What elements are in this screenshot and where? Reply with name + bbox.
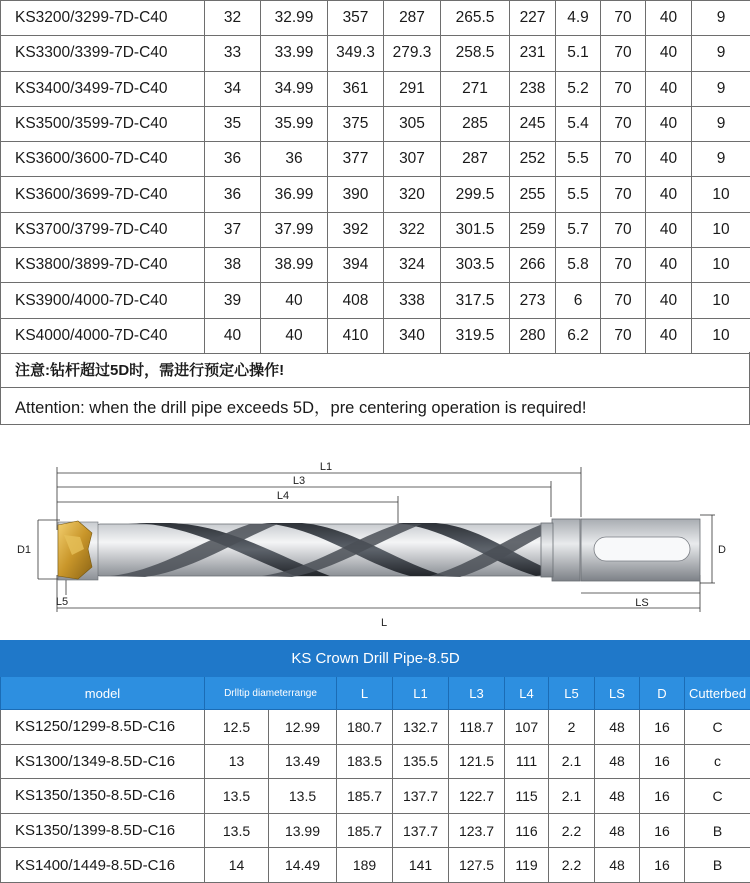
drill-diagram bbox=[0, 445, 750, 635]
value-cell: 349.3 bbox=[328, 36, 384, 71]
value-cell: 38.99 bbox=[261, 248, 328, 283]
drill-collar bbox=[541, 519, 580, 581]
model-cell: KS3900/4000-7D-C40 bbox=[1, 283, 205, 318]
value-cell: 319.5 bbox=[441, 318, 510, 353]
value-cell: 70 bbox=[601, 36, 646, 71]
label-l3: L3 bbox=[292, 475, 306, 487]
notes bbox=[0, 352, 750, 425]
label-l5: L5 bbox=[55, 596, 69, 608]
value-cell: 5.5 bbox=[556, 177, 601, 212]
value-cell: 410 bbox=[328, 318, 384, 353]
value-cell: 36 bbox=[205, 177, 261, 212]
model-cell: KS1400/1449-8.5D-C16 bbox=[1, 848, 205, 883]
value-cell: 6.2 bbox=[556, 318, 601, 353]
value-cell: 285 bbox=[441, 106, 510, 141]
value-cell: 40 bbox=[646, 212, 692, 247]
value-cell: 70 bbox=[601, 142, 646, 177]
model-cell: KS1250/1299-8.5D-C16 bbox=[1, 710, 205, 745]
spec-table bbox=[0, 0, 750, 354]
value-cell: 317.5 bbox=[441, 283, 510, 318]
label-l4: L4 bbox=[276, 490, 290, 502]
value-cell: 273 bbox=[510, 283, 556, 318]
value-cell: 10 bbox=[692, 177, 750, 212]
model-cell: KS1350/1399-8.5D-C16 bbox=[1, 813, 205, 848]
value-cell: 361 bbox=[328, 71, 384, 106]
value-cell: 320 bbox=[384, 177, 441, 212]
value-cell: 137.7 bbox=[393, 813, 449, 848]
value-cell: 185.7 bbox=[337, 779, 393, 814]
value-cell: 70 bbox=[601, 283, 646, 318]
value-cell: 287 bbox=[384, 1, 441, 36]
model-cell: KS1350/1350-8.5D-C16 bbox=[1, 779, 205, 814]
crown-header-row bbox=[1, 677, 750, 710]
value-cell: 36 bbox=[261, 142, 328, 177]
value-cell: 180.7 bbox=[337, 710, 393, 745]
label-l: L bbox=[380, 617, 388, 629]
value-cell: 40 bbox=[205, 318, 261, 353]
value-cell: 12.5 bbox=[205, 710, 269, 745]
value-cell: 70 bbox=[601, 318, 646, 353]
table-row bbox=[1, 71, 750, 106]
value-cell: 38 bbox=[205, 248, 261, 283]
value-cell: 252 bbox=[510, 142, 556, 177]
value-cell: 375 bbox=[328, 106, 384, 141]
label-d: D bbox=[718, 544, 726, 556]
value-cell: 32.99 bbox=[261, 1, 328, 36]
value-cell: 301.5 bbox=[441, 212, 510, 247]
value-cell: 338 bbox=[384, 283, 441, 318]
header-l5: L5 bbox=[549, 677, 595, 710]
crown-table-title: KS Crown Drill Pipe-8.5D bbox=[1, 641, 750, 677]
table-row bbox=[1, 318, 750, 353]
value-cell: 135.5 bbox=[393, 744, 449, 779]
model-cell: KS3200/3299-7D-C40 bbox=[1, 1, 205, 36]
value-cell: 137.7 bbox=[393, 779, 449, 814]
value-cell: 307 bbox=[384, 142, 441, 177]
value-cell: 259 bbox=[510, 212, 556, 247]
value-cell: 9 bbox=[692, 1, 750, 36]
value-cell: 5.2 bbox=[556, 71, 601, 106]
value-cell: 324 bbox=[384, 248, 441, 283]
value-cell: 36 bbox=[205, 142, 261, 177]
value-cell: 2.2 bbox=[549, 848, 595, 883]
value-cell: 16 bbox=[640, 779, 685, 814]
value-cell: 394 bbox=[328, 248, 384, 283]
model-cell: KS3400/3499-7D-C40 bbox=[1, 71, 205, 106]
value-cell: 340 bbox=[384, 318, 441, 353]
value-cell: 48 bbox=[595, 710, 640, 745]
table-row bbox=[1, 212, 750, 247]
table-row bbox=[1, 177, 750, 212]
value-cell: 12.99 bbox=[269, 710, 337, 745]
value-cell: 2.1 bbox=[549, 744, 595, 779]
value-cell: 40 bbox=[646, 106, 692, 141]
table-row bbox=[1, 813, 750, 848]
value-cell: C bbox=[685, 779, 750, 814]
value-cell: 280 bbox=[510, 318, 556, 353]
table-row bbox=[1, 106, 750, 141]
table-row bbox=[1, 1, 750, 36]
table-row bbox=[1, 142, 750, 177]
value-cell: 40 bbox=[261, 318, 328, 353]
value-cell: 5.7 bbox=[556, 212, 601, 247]
drill-tip bbox=[58, 521, 98, 580]
value-cell: 122.7 bbox=[449, 779, 505, 814]
value-cell: 40 bbox=[646, 318, 692, 353]
value-cell: 70 bbox=[601, 71, 646, 106]
value-cell: 34.99 bbox=[261, 71, 328, 106]
value-cell: 16 bbox=[640, 813, 685, 848]
value-cell: 14 bbox=[205, 848, 269, 883]
value-cell: 291 bbox=[384, 71, 441, 106]
value-cell: 10 bbox=[692, 248, 750, 283]
header-model: model bbox=[1, 677, 205, 710]
value-cell: 5.8 bbox=[556, 248, 601, 283]
model-cell: KS3300/3399-7D-C40 bbox=[1, 36, 205, 71]
value-cell: 40 bbox=[646, 1, 692, 36]
value-cell: 121.5 bbox=[449, 744, 505, 779]
value-cell: 13.49 bbox=[269, 744, 337, 779]
value-cell: 13.5 bbox=[205, 779, 269, 814]
value-cell: 35.99 bbox=[261, 106, 328, 141]
value-cell: 107 bbox=[505, 710, 549, 745]
value-cell: 255 bbox=[510, 177, 556, 212]
label-ls: LS bbox=[635, 597, 649, 609]
crown-drill-table bbox=[0, 640, 750, 883]
value-cell: 111 bbox=[505, 744, 549, 779]
value-cell: 4.9 bbox=[556, 1, 601, 36]
value-cell: 40 bbox=[261, 283, 328, 318]
drill-body bbox=[96, 523, 560, 577]
value-cell: 40 bbox=[646, 177, 692, 212]
table-row bbox=[1, 744, 750, 779]
value-cell: 127.5 bbox=[449, 848, 505, 883]
value-cell: 2.2 bbox=[549, 813, 595, 848]
value-cell: 39 bbox=[205, 283, 261, 318]
value-cell: 185.7 bbox=[337, 813, 393, 848]
value-cell: 13.99 bbox=[269, 813, 337, 848]
value-cell: 258.5 bbox=[441, 36, 510, 71]
model-cell: KS3600/3699-7D-C40 bbox=[1, 177, 205, 212]
value-cell: 13 bbox=[205, 744, 269, 779]
value-cell: 299.5 bbox=[441, 177, 510, 212]
value-cell: 37.99 bbox=[261, 212, 328, 247]
drill-shank bbox=[581, 519, 700, 581]
value-cell: C bbox=[685, 710, 750, 745]
header-l4: L4 bbox=[505, 677, 549, 710]
note-english: Attention: when the drill pipe exceeds 5D，pre centering operation is required! bbox=[0, 388, 750, 425]
table-row bbox=[1, 779, 750, 814]
value-cell: 40 bbox=[646, 283, 692, 318]
value-cell: 115 bbox=[505, 779, 549, 814]
label-l1: L1 bbox=[319, 461, 333, 473]
value-cell: 245 bbox=[510, 106, 556, 141]
model-cell: KS4000/4000-7D-C40 bbox=[1, 318, 205, 353]
value-cell: 14.49 bbox=[269, 848, 337, 883]
value-cell: 118.7 bbox=[449, 710, 505, 745]
value-cell: 6 bbox=[556, 283, 601, 318]
value-cell: 40 bbox=[646, 71, 692, 106]
value-cell: 305 bbox=[384, 106, 441, 141]
model-cell: KS3800/3899-7D-C40 bbox=[1, 248, 205, 283]
table-row bbox=[1, 36, 750, 71]
value-cell: 189 bbox=[337, 848, 393, 883]
spec-table-body bbox=[1, 1, 750, 354]
value-cell: 132.7 bbox=[393, 710, 449, 745]
value-cell: 357 bbox=[328, 1, 384, 36]
value-cell: 10 bbox=[692, 212, 750, 247]
value-cell: 2.1 bbox=[549, 779, 595, 814]
label-d1: D1 bbox=[16, 544, 32, 556]
value-cell: 322 bbox=[384, 212, 441, 247]
value-cell: 32 bbox=[205, 1, 261, 36]
header-l3: L3 bbox=[449, 677, 505, 710]
table-row bbox=[1, 248, 750, 283]
value-cell: 13.5 bbox=[205, 813, 269, 848]
value-cell: c bbox=[685, 744, 750, 779]
header-d: D bbox=[640, 677, 685, 710]
value-cell: 231 bbox=[510, 36, 556, 71]
value-cell: 116 bbox=[505, 813, 549, 848]
value-cell: 48 bbox=[595, 813, 640, 848]
value-cell: 5.5 bbox=[556, 142, 601, 177]
value-cell: 238 bbox=[510, 71, 556, 106]
header-l: L bbox=[337, 677, 393, 710]
value-cell: 119 bbox=[505, 848, 549, 883]
value-cell: 5.1 bbox=[556, 36, 601, 71]
value-cell: 33 bbox=[205, 36, 261, 71]
header-ls: LS bbox=[595, 677, 640, 710]
value-cell: 377 bbox=[328, 142, 384, 177]
value-cell: 48 bbox=[595, 848, 640, 883]
header-cutterbed: Cutterbed bbox=[685, 677, 750, 710]
crown-title-row bbox=[1, 641, 750, 677]
value-cell: 40 bbox=[646, 36, 692, 71]
table-row bbox=[1, 283, 750, 318]
model-cell: KS3700/3799-7D-C40 bbox=[1, 212, 205, 247]
value-cell: 37 bbox=[205, 212, 261, 247]
value-cell: 16 bbox=[640, 848, 685, 883]
value-cell: 16 bbox=[640, 744, 685, 779]
value-cell: 141 bbox=[393, 848, 449, 883]
model-cell: KS3500/3599-7D-C40 bbox=[1, 106, 205, 141]
value-cell: 227 bbox=[510, 1, 556, 36]
value-cell: 183.5 bbox=[337, 744, 393, 779]
value-cell: 13.5 bbox=[269, 779, 337, 814]
value-cell: 70 bbox=[601, 212, 646, 247]
value-cell: B bbox=[685, 813, 750, 848]
value-cell: 48 bbox=[595, 744, 640, 779]
value-cell: 9 bbox=[692, 36, 750, 71]
value-cell: 279.3 bbox=[384, 36, 441, 71]
value-cell: 9 bbox=[692, 71, 750, 106]
value-cell: 48 bbox=[595, 779, 640, 814]
value-cell: 16 bbox=[640, 710, 685, 745]
model-cell: KS1300/1349-8.5D-C16 bbox=[1, 744, 205, 779]
value-cell: 36.99 bbox=[261, 177, 328, 212]
value-cell: 123.7 bbox=[449, 813, 505, 848]
value-cell: 5.4 bbox=[556, 106, 601, 141]
table-row bbox=[1, 848, 750, 883]
value-cell: 9 bbox=[692, 142, 750, 177]
value-cell: 33.99 bbox=[261, 36, 328, 71]
value-cell: 287 bbox=[441, 142, 510, 177]
value-cell: 390 bbox=[328, 177, 384, 212]
note-chinese: 注意:钻杆超过5D时，需进行预定心操作! bbox=[0, 352, 750, 388]
value-cell: 34 bbox=[205, 71, 261, 106]
value-cell: 9 bbox=[692, 106, 750, 141]
value-cell: 408 bbox=[328, 283, 384, 318]
value-cell: 303.5 bbox=[441, 248, 510, 283]
value-cell: B bbox=[685, 848, 750, 883]
value-cell: 10 bbox=[692, 318, 750, 353]
value-cell: 35 bbox=[205, 106, 261, 141]
value-cell: 70 bbox=[601, 106, 646, 141]
header-l1: L1 bbox=[393, 677, 449, 710]
value-cell: 266 bbox=[510, 248, 556, 283]
value-cell: 2 bbox=[549, 710, 595, 745]
table-row bbox=[1, 710, 750, 745]
value-cell: 265.5 bbox=[441, 1, 510, 36]
model-cell: KS3600/3600-7D-C40 bbox=[1, 142, 205, 177]
value-cell: 10 bbox=[692, 283, 750, 318]
value-cell: 70 bbox=[601, 1, 646, 36]
value-cell: 40 bbox=[646, 142, 692, 177]
value-cell: 70 bbox=[601, 177, 646, 212]
header-drilltip-range: Drlltip diameterrange bbox=[205, 677, 337, 710]
crown-table-body bbox=[1, 710, 750, 883]
value-cell: 40 bbox=[646, 248, 692, 283]
value-cell: 70 bbox=[601, 248, 646, 283]
value-cell: 271 bbox=[441, 71, 510, 106]
value-cell: 392 bbox=[328, 212, 384, 247]
